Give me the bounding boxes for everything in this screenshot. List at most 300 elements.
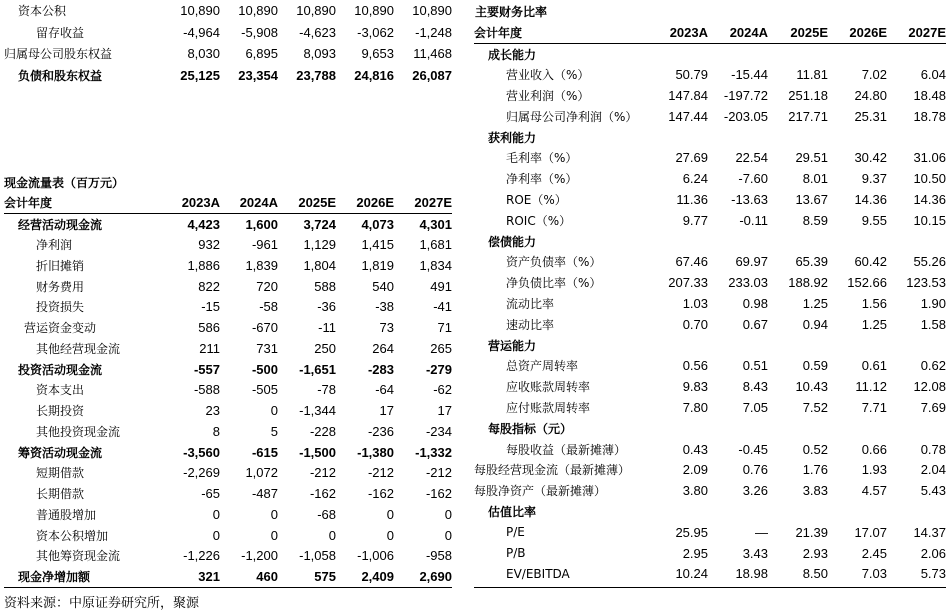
header-year: 2026E [828,21,887,44]
cell-value: 11.12 [855,379,887,395]
cashflow-bottom-rule [4,587,452,588]
table-row [4,255,452,276]
cell-value: 73 [379,320,394,336]
cell-value: 10.43 [795,379,828,395]
cell-value: 8 [212,423,220,439]
row-label: 投资损失 [36,300,85,315]
table-row [474,231,946,252]
cell-value: 3.83 [802,483,828,499]
cell-value: -41 [433,299,452,315]
cell-value: 0.56 [682,358,708,374]
cell-value: 2.06 [920,545,946,561]
header-year: 2027E [394,191,452,214]
cell-value: -1,058 [299,548,336,564]
cell-value: 7.69 [920,399,946,415]
cell-value: 217.71 [788,108,828,124]
cell-value: 2.95 [682,545,708,561]
cell-value: 9.77 [682,212,708,228]
table-row [474,480,946,501]
cell-value: 55.26 [913,254,946,270]
cell-value: 4,073 [361,216,394,232]
header-year: 2023A [162,191,220,214]
cell-value: 0 [328,527,336,543]
cell-value: 2.45 [861,545,887,561]
cell-value: -58 [259,299,278,315]
cell-value: 10,890 [296,3,336,19]
cell-value: 5.73 [920,566,946,582]
cell-value: -3,062 [357,24,394,40]
table-row [4,22,452,44]
cell-value: -234 [425,423,452,439]
cell-value: -0.45 [738,441,768,457]
cell-value: 1.25 [861,316,887,332]
cell-value: 250 [314,340,336,356]
cell-value: 8.50 [802,566,828,582]
table-row [4,546,452,567]
cell-value [768,335,828,356]
cell-value: -1,651 [299,361,336,377]
cell-value: 4,423 [187,216,220,232]
row-label: 偿债能力 [488,234,537,249]
header-year: 2024A [708,21,768,44]
cell-value: 14.37 [913,524,946,540]
row-label: 净利率（%） [506,172,578,187]
header-year: 2027E [887,21,946,44]
cell-value: 11.81 [796,67,828,83]
cell-value: 720 [256,278,278,294]
cell-value: 26,087 [412,67,452,83]
cell-value: 6,895 [245,46,278,62]
cell-value: 491 [430,278,452,294]
row-label: 长期投资 [36,404,85,419]
cell-value: 0.66 [861,441,887,457]
cell-value: 67.46 [675,254,708,270]
row-label: 营运资金变动 [24,321,97,336]
cell-value: 10,890 [354,3,394,19]
cell-value [887,335,946,356]
row-label: 短期借款 [36,466,85,481]
cell-value: 2.93 [802,545,828,561]
cell-value: 0 [270,527,278,543]
table-row [4,214,452,235]
cell-value: -1,006 [357,548,394,564]
table-row [474,85,946,106]
row-label: 每股指标（元） [488,421,573,436]
row-label: ROIC（%） [506,213,572,228]
ratios-table [474,21,946,584]
cell-value: 207.33 [668,275,708,291]
cell-value: 588 [314,278,336,294]
cell-value: 3,724 [303,216,336,232]
row-label: 现金净增加额 [18,570,91,585]
cell-value: 11,468 [413,46,452,62]
cell-value: 27.69 [675,150,708,166]
row-label: 投资活动现金流 [18,362,103,377]
row-label: 经营活动现金流 [18,217,103,232]
table-row [474,522,946,543]
cell-value: 3.80 [682,483,708,499]
row-label: EV/EBITDA [506,566,570,581]
cell-value [652,231,708,252]
cell-value: 7.02 [861,67,887,83]
cell-value: -1,226 [183,548,220,564]
header-year: 2024A [220,191,278,214]
cell-value: 2,690 [419,569,452,585]
cell-value: 9.55 [861,212,887,228]
cell-value: -65 [201,486,220,502]
cell-value: 932 [198,237,220,253]
cell-value: 9,653 [361,46,394,62]
cell-value: 8,093 [303,46,336,62]
cashflow-title: 现金流量表（百万元） [4,176,125,190]
row-label: 获利能力 [488,130,537,145]
table-row [4,525,452,546]
cell-value: 9.83 [682,379,708,395]
cell-value [652,44,708,65]
cell-value: 822 [198,278,220,294]
cell-value: 25,125 [180,67,220,83]
cell-value [652,418,708,439]
cell-value [768,44,828,65]
cell-value: 1.56 [861,295,887,311]
cell-value [708,231,768,252]
cell-value: 50.79 [675,67,708,83]
cell-value: 2.04 [920,462,946,478]
cell-value: -1,500 [299,444,336,460]
source-note: 资料来源：中原证券研究所，聚源 [4,596,200,611]
row-label: 折旧摊销 [36,258,85,273]
row-label: 估值比率 [488,504,537,519]
cell-value: 1,819 [361,257,394,273]
cell-value: 30.42 [854,150,887,166]
row-label: 每股收益（最新摊薄） [506,442,627,457]
cell-value: 23,788 [296,67,336,83]
cell-value: 7.03 [861,566,887,582]
cell-value: -212 [425,465,452,481]
cell-value [768,231,828,252]
cell-value: 4,301 [419,216,452,232]
cell-value: -4,623 [299,24,336,40]
cell-value [708,44,768,65]
cell-value: -487 [251,486,278,502]
cell-value: 0.94 [802,316,828,332]
cell-value: 60.42 [854,254,887,270]
table-row [4,43,452,65]
table-row [474,106,946,127]
cell-value: 0 [386,527,394,543]
cell-value: 1,886 [187,257,220,273]
cell-value [652,335,708,356]
balance-sheet-table [4,0,452,86]
cell-value: -212 [367,465,394,481]
table-row [474,127,946,148]
cell-value [828,44,887,65]
table-row [474,64,946,85]
table-row [4,317,452,338]
cell-value: 23,354 [238,67,278,83]
cell-value: 24,816 [354,67,394,83]
cell-value: 4.57 [861,483,887,499]
cell-value: 21.39 [795,524,828,540]
cell-value: -615 [251,444,278,460]
table-header-row [474,21,946,44]
row-label: 流动比率 [506,296,555,311]
cell-value: 265 [430,340,452,356]
cell-value: 1,600 [245,216,278,232]
table-row [474,189,946,210]
cell-value [887,44,946,65]
header-label: 会计年度 [474,21,652,44]
cell-value: -162 [425,486,452,502]
cell-value: 17 [379,403,394,419]
cell-value: 17 [437,403,452,419]
table-row [4,400,452,421]
cell-value: 0 [444,527,452,543]
table-row [474,418,946,439]
cell-value: 0.98 [742,295,768,311]
cell-value: -15.44 [731,67,768,83]
row-label: 资产负债率（%） [506,255,602,270]
table-row [4,421,452,442]
ratios-bottom-rule [474,587,946,588]
table-row [474,355,946,376]
cell-value: 586 [198,320,220,336]
row-label: 营业收入（%） [506,68,590,83]
cell-value: 731 [256,340,278,356]
cell-value: -13.63 [731,191,768,207]
cell-value: 1.03 [682,295,708,311]
cell-value: -279 [425,361,452,377]
cell-value: 29.51 [795,150,828,166]
cell-value: 0.62 [920,358,946,374]
table-row [4,0,452,22]
cell-value: 10.50 [913,171,946,187]
cell-value [828,501,887,522]
cell-value: 18.98 [735,566,768,582]
cell-value: -283 [367,361,394,377]
cell-value: 147.84 [668,87,708,103]
cell-value: 1,839 [245,257,278,273]
cell-value [768,418,828,439]
table-row [474,543,946,564]
cell-value: 10.24 [675,566,708,582]
cell-value: 0.51 [742,358,768,374]
row-label: 总资产周转率 [506,359,579,374]
cell-value: -38 [375,299,394,315]
cell-value: 0.43 [682,441,708,457]
cell-value: -7.60 [738,171,768,187]
row-label: 归属母公司净利润（%） [506,109,638,124]
cell-value: -203.05 [723,108,768,124]
cell-value: — [755,524,768,540]
cell-value: 1.93 [861,462,887,478]
table-row [474,168,946,189]
cell-value: 0.67 [742,316,768,332]
cell-value: 25.95 [675,524,708,540]
header-year: 2023A [652,21,708,44]
cell-value: 264 [372,340,394,356]
row-label: 资本公积增加 [36,528,109,543]
cell-value: 152.66 [847,275,887,291]
cell-value: 11.36 [676,191,708,207]
cell-value: 460 [256,569,278,585]
cell-value [708,501,768,522]
row-label: 资本支出 [36,383,85,398]
cell-value [652,127,708,148]
cell-value: 69.97 [735,254,768,270]
cell-value: 211 [199,340,220,356]
cell-value [652,501,708,522]
cell-value: 8.43 [742,379,768,395]
table-row [474,314,946,335]
table-row [474,210,946,231]
cell-value: -1,332 [415,444,452,460]
cell-value: 3.26 [742,483,768,499]
cell-value: 10.15 [913,212,946,228]
row-label: 长期借款 [36,487,85,502]
row-label: 每股经营现金流（最新摊薄） [474,463,631,478]
cell-value: 6.04 [920,67,946,83]
row-label: 成长能力 [488,47,537,62]
table-row [4,442,452,463]
table-row [474,293,946,314]
cell-value: -961 [251,237,278,253]
cell-value: 2,409 [361,569,394,585]
cell-value: -500 [251,361,278,377]
row-label: ROE（%） [506,192,567,207]
cell-value: -68 [317,506,336,522]
cell-value: -557 [193,361,220,377]
cell-value: 10,890 [238,3,278,19]
cell-value: 0 [270,506,278,522]
row-label: 毛利率（%） [506,151,578,166]
header-year: 2026E [336,191,394,214]
cell-value [828,335,887,356]
row-label: 负债和股东权益 [18,68,103,83]
cell-value: -162 [309,486,336,502]
row-label: 留存收益 [36,25,85,40]
cell-value: 8,030 [187,46,220,62]
table-row [4,463,452,484]
cell-value: -670 [251,320,278,336]
cell-value: 1.90 [920,295,946,311]
table-row [4,276,452,297]
cell-value: 1.76 [802,462,828,478]
row-label: 其他经营现金流 [36,341,121,356]
cell-value: -236 [367,423,394,439]
cell-value: 5.43 [920,483,946,499]
cell-value [887,231,946,252]
row-label: 应收账款周转率 [506,380,591,395]
table-row [4,504,452,525]
cell-value [887,418,946,439]
table-row [474,272,946,293]
table-row [474,335,946,356]
cell-value: 1,681 [419,237,452,253]
header-label: 会计年度 [4,191,162,214]
cell-value: 0 [270,403,278,419]
row-label: 普通股增加 [36,507,97,522]
table-row [474,44,946,65]
table-row [474,376,946,397]
cell-value: 24.80 [854,87,887,103]
cell-value: 18.48 [913,87,946,103]
cell-value: 575 [314,569,336,585]
table-row [474,147,946,168]
table-row [474,563,946,584]
cell-value: 233.03 [728,275,768,291]
row-label: 营运能力 [488,338,537,353]
cell-value: 1,129 [303,237,336,253]
row-label: 筹资活动现金流 [18,445,103,460]
cell-value: 0.52 [802,441,828,457]
table-row [4,65,452,87]
cell-value: 0.78 [920,441,946,457]
cell-value: 1,804 [303,257,336,273]
cell-value: 1.25 [802,295,828,311]
cell-value [828,231,887,252]
cell-value: 0.76 [742,462,768,478]
cell-value: 0 [212,527,220,543]
cell-value: 540 [372,278,394,294]
key-financial-ratios [474,21,946,584]
cell-value: 10,890 [412,3,452,19]
header-year: 2025E [768,21,828,44]
cell-value: -5,908 [241,24,278,40]
cell-value: 9.37 [861,171,887,187]
cell-value: 8.01 [802,171,828,187]
cell-value: 25.31 [854,108,887,124]
cell-value: 7.52 [802,399,828,415]
row-label: 其他投资现金流 [36,424,121,439]
cell-value: 14.36 [913,191,946,207]
cell-value: -197.72 [723,87,768,103]
cell-value: 1.58 [920,316,946,332]
cell-value [887,127,946,148]
table-row [474,397,946,418]
cell-value: 0.61 [861,358,887,374]
cell-value: -588 [193,382,220,398]
table-header-row [4,191,452,214]
cell-value: -62 [433,382,452,398]
cell-value: -228 [309,423,336,439]
cell-value: -78 [317,382,336,398]
cell-value: 0 [212,506,220,522]
cell-value: -0.11 [739,212,768,228]
cell-value: 188.92 [788,275,828,291]
cashflow-statement [4,191,452,587]
table-row [4,297,452,318]
cell-value: 65.39 [795,254,828,270]
cell-value: 0 [444,506,452,522]
row-label: 归属母公司股东权益 [4,47,113,62]
cell-value: -1,200 [241,548,278,564]
cell-value: -4,964 [183,24,220,40]
cell-value: 123.53 [906,275,946,291]
table-row [4,566,452,587]
cell-value: 0 [386,506,394,522]
cell-value: -212 [309,465,336,481]
row-label: 资本公积 [18,4,67,19]
row-label: 其他筹资现金流 [36,549,121,564]
cell-value: 31.06 [913,150,946,166]
cell-value [887,501,946,522]
cell-value [768,501,828,522]
header-year: 2025E [278,191,336,214]
cell-value: 6.24 [682,171,708,187]
cashflow-table [4,191,452,587]
row-label: P/E [506,525,525,540]
